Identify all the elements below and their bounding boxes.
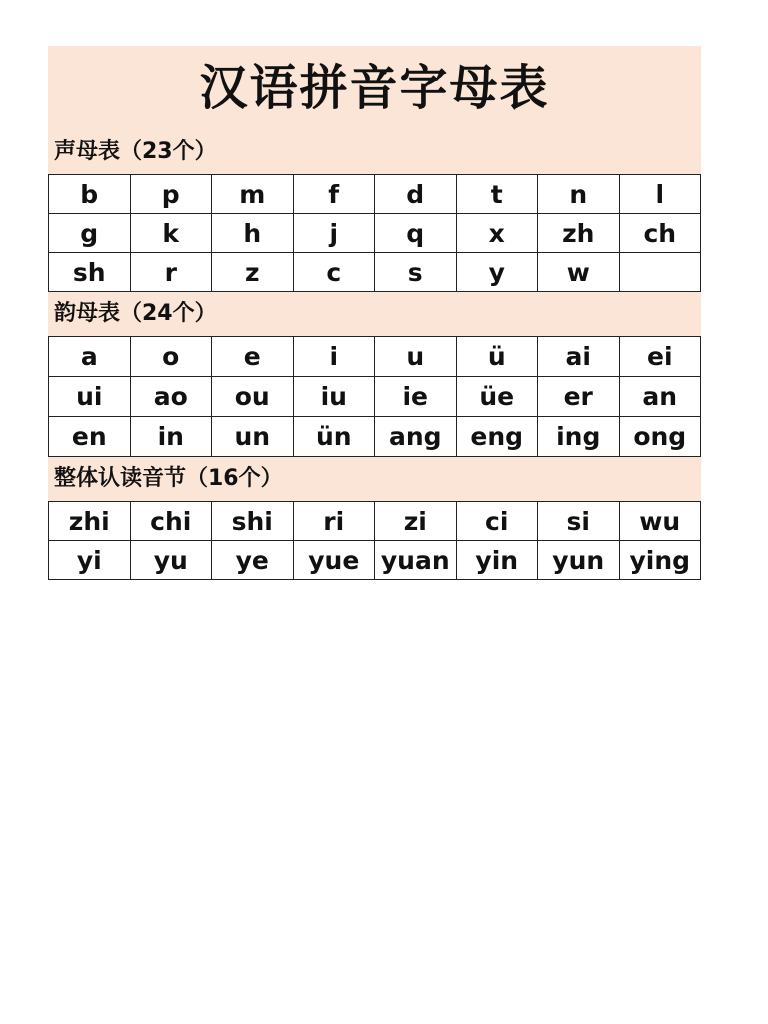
pinyin-cell: c (293, 253, 375, 292)
pinyin-cell: ai (538, 337, 620, 377)
pinyin-chart (48, 46, 701, 580)
pinyin-cell: un (212, 417, 294, 457)
pinyin-cell: eng (456, 417, 538, 457)
pinyin-cell: k (130, 214, 212, 253)
pinyin-cell: ang (375, 417, 457, 457)
section-heading: 整体认读音节（16个） (54, 466, 283, 491)
pinyin-cell: i (293, 337, 375, 377)
empty-cell (619, 253, 701, 292)
pinyin-cell: o (130, 337, 212, 377)
pinyin-cell: ying (619, 541, 701, 580)
pinyin-cell: p (130, 175, 212, 214)
pinyin-cell: er (538, 377, 620, 417)
pinyin-cell: a (49, 337, 131, 377)
pinyin-cell: zi (375, 502, 457, 541)
pinyin-cell: t (456, 175, 538, 214)
pinyin-cell: yun (538, 541, 620, 580)
table-row (49, 253, 701, 292)
pinyin-cell: si (538, 502, 620, 541)
pinyin-cell: j (293, 214, 375, 253)
pinyin-cell: ri (293, 502, 375, 541)
pinyin-cell: shi (212, 502, 294, 541)
pinyin-cell: d (375, 175, 457, 214)
pinyin-cell: an (619, 377, 701, 417)
pinyin-cell: x (456, 214, 538, 253)
pinyin-cell: m (212, 175, 294, 214)
pinyin-cell: ao (130, 377, 212, 417)
pinyin-cell: u (375, 337, 457, 377)
pinyin-cell: l (619, 175, 701, 214)
pinyin-cell: ci (456, 502, 538, 541)
pinyin-cell: z (212, 253, 294, 292)
pinyin-cell: r (130, 253, 212, 292)
pinyin-cell: yin (456, 541, 538, 580)
pinyin-cell: ie (375, 377, 457, 417)
table-row (49, 502, 701, 541)
table-row (49, 541, 701, 580)
pinyin-cell: chi (130, 502, 212, 541)
pinyin-cell: n (538, 175, 620, 214)
pinyin-cell: yu (130, 541, 212, 580)
pinyin-cell: ch (619, 214, 701, 253)
page-title: 汉语拼音字母表 (199, 60, 550, 116)
table-row (49, 377, 701, 417)
pinyin-cell: b (49, 175, 131, 214)
pinyin-cell: w (538, 253, 620, 292)
section-header-finals (48, 292, 701, 336)
table-row (49, 417, 701, 457)
pinyin-cell: iu (293, 377, 375, 417)
pinyin-cell: en (49, 417, 131, 457)
pinyin-cell: h (212, 214, 294, 253)
pinyin-cell: s (375, 253, 457, 292)
pinyin-cell: sh (49, 253, 131, 292)
pinyin-cell: üe (456, 377, 538, 417)
table-row (49, 214, 701, 253)
pinyin-cell: y (456, 253, 538, 292)
title-banner (48, 46, 701, 130)
pinyin-cell: q (375, 214, 457, 253)
pinyin-cell: ün (293, 417, 375, 457)
table-row (49, 175, 701, 214)
pinyin-cell: wu (619, 502, 701, 541)
pinyin-cell: yue (293, 541, 375, 580)
section-header-initials (48, 130, 701, 174)
pinyin-cell: ing (538, 417, 620, 457)
pinyin-cell: ong (619, 417, 701, 457)
table-whole-syllables (48, 501, 701, 580)
section-heading: 声母表（23个） (54, 139, 217, 164)
table-finals (48, 336, 701, 457)
table-initials (48, 174, 701, 292)
pinyin-cell: ü (456, 337, 538, 377)
pinyin-cell: zh (538, 214, 620, 253)
pinyin-cell: f (293, 175, 375, 214)
pinyin-cell: g (49, 214, 131, 253)
sections-container (48, 130, 701, 580)
pinyin-cell: zhi (49, 502, 131, 541)
pinyin-cell: ye (212, 541, 294, 580)
pinyin-cell: yi (49, 541, 131, 580)
pinyin-cell: yuan (375, 541, 457, 580)
pinyin-cell: e (212, 337, 294, 377)
pinyin-cell: ou (212, 377, 294, 417)
section-header-whole-syllables (48, 457, 701, 501)
section-heading: 韵母表（24个） (54, 301, 217, 326)
pinyin-cell: in (130, 417, 212, 457)
pinyin-cell: ei (619, 337, 701, 377)
pinyin-cell: ui (49, 377, 131, 417)
table-row (49, 337, 701, 377)
